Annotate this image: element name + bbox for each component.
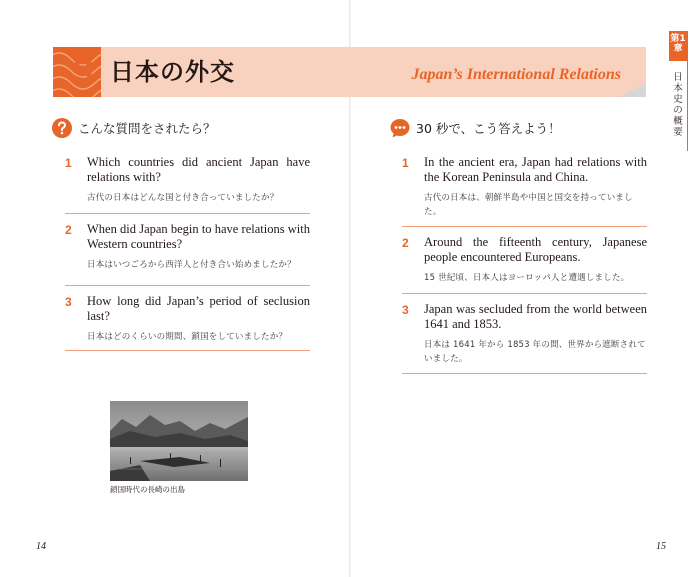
right-section-label: 30 秒で、こう答えよう！	[416, 121, 561, 136]
answer-number: 1	[402, 156, 409, 170]
question-number: 2	[65, 223, 72, 237]
chapter-tab[interactable]: 第1章	[669, 31, 687, 61]
chapter-header	[53, 47, 646, 97]
question-english: Which countries did ancient Japan have relations with?	[87, 155, 310, 184]
chapter-tab-rule	[687, 31, 688, 151]
question-english: How long did Japan’s period of seclusion last?	[87, 294, 310, 323]
answer-item	[402, 302, 647, 374]
answer-number: 2	[402, 236, 409, 250]
answer-english: In the ancient era, Japan had relations with the Korean Peninsula and China.	[424, 155, 647, 184]
question-item	[65, 294, 310, 351]
corner-fold-icon	[620, 83, 646, 99]
question-number: 1	[65, 156, 72, 170]
question-english: When did Japan begin to have relations with Western countries?	[87, 222, 310, 251]
answer-english: Japan was secluded from the world between 1641 and 1853.	[424, 302, 647, 331]
right-section-heading	[390, 118, 561, 138]
answer-english: Around the fifteenth century, Japanese people encountered Europeans.	[424, 235, 647, 264]
speech-bubble-icon	[390, 118, 410, 138]
answer-japanese: 15 世紀頃、日本人はヨーロッパ人と遭遇しました。	[424, 273, 630, 283]
question-icon	[52, 118, 72, 138]
answer-number: 3	[402, 303, 409, 317]
question-item	[65, 222, 310, 286]
left-section-heading	[52, 118, 216, 138]
page-number-right: 15	[656, 541, 666, 552]
answer-japanese: 日本は 1641 年から 1853 年の間、世界から遮断されていました。	[424, 340, 646, 364]
chapter-title-english: Japan’s International Relations	[411, 66, 621, 83]
question-list	[65, 155, 310, 351]
answer-japanese: 古代の日本は、朝鮮半島や中国と国交を持っていました。	[424, 193, 633, 217]
page-number-left: 14	[36, 541, 46, 552]
question-japanese: 日本はどのくらいの期間、鎖国をしていましたか？	[87, 332, 288, 342]
answer-item	[402, 155, 647, 227]
question-item	[65, 155, 310, 214]
left-section-label: こんな質問をされたら？	[78, 121, 216, 136]
chapter-tab-label: 日本史の概要	[673, 72, 683, 138]
dejima-photo	[110, 401, 248, 481]
chapter-number: 3	[73, 51, 94, 92]
question-japanese: 日本はいつごろから西洋人と付き合い始めましたか？	[87, 260, 296, 270]
question-japanese: 古代の日本はどんな国と付き合っていましたか？	[87, 193, 279, 203]
answer-item	[402, 235, 647, 294]
photo-caption: 鎖国時代の長崎の出島	[110, 485, 185, 494]
question-number: 3	[65, 295, 72, 309]
answer-list	[402, 155, 647, 374]
chapter-title: 日本の外交	[110, 58, 235, 86]
